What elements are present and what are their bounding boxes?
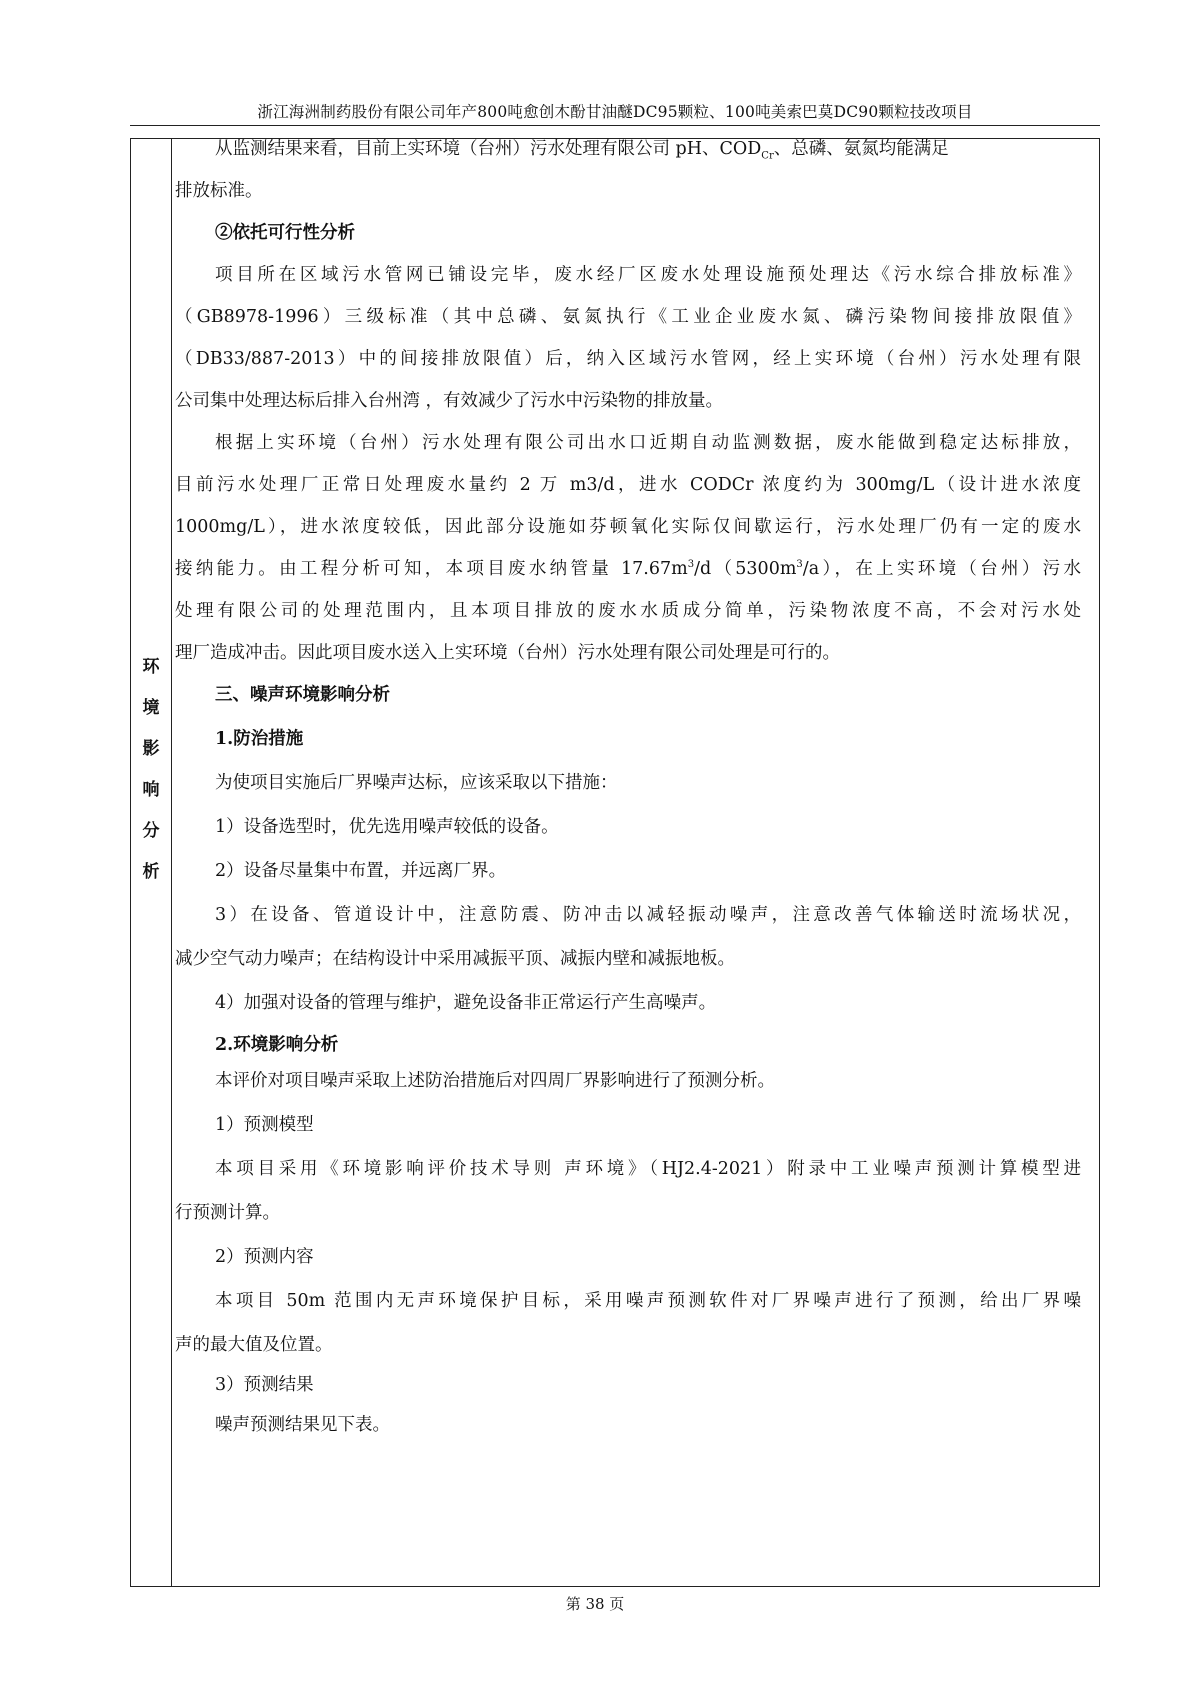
section-label-char: 环 bbox=[142, 657, 160, 677]
subheading-reliance-feasibility: ②依托可行性分析 bbox=[215, 223, 355, 243]
paragraph: 公司集中处理达标后排入台州湾 ，有效减少了污水中污染物的排放量。 bbox=[175, 391, 724, 411]
section-label-char: 响 bbox=[142, 780, 160, 800]
paragraph: 根据上实环境（台州）污水处理有限公司出水口近期自动监测数据，废水能做到稳定达标排放， bbox=[215, 433, 1081, 453]
paragraph: 从监测结果来看，目前上实环境（台州）污水处理有限公司 pH、$COD_{Cr}$、总磷、氨氮均能满足 bbox=[215, 139, 949, 162]
section-content bbox=[175, 139, 1081, 1586]
heading-impact-analysis: 2.环境影响分析 bbox=[215, 1035, 339, 1055]
paragraph: 本评价对项目噪声采取上述防治措施后对四周厂界影响进行了预测分析。 bbox=[215, 1071, 775, 1091]
subheading-prediction-content: 2）预测内容 bbox=[215, 1247, 314, 1267]
paragraph: 声的最大值及位置。 bbox=[175, 1335, 333, 1355]
paragraph: 项目所在区域污水管网已铺设完毕，废水经厂区废水处理设施预处理达《污水综合排放标准》 bbox=[215, 265, 1081, 285]
subheading-prediction-results: 3）预测结果 bbox=[215, 1375, 314, 1395]
subheading-prediction-model: 1）预测模型 bbox=[215, 1115, 314, 1135]
header-rule bbox=[130, 125, 1100, 126]
paragraph: （GB8978-1996）三级标准（其中总磷、氨氮执行《工业企业废水氮、磷污染物间接排放限值》 bbox=[175, 307, 1081, 327]
section-label bbox=[131, 647, 171, 893]
heading-noise-analysis: 三、噪声环境影响分析 bbox=[215, 685, 390, 705]
paragraph: 行预测计算。 bbox=[175, 1203, 280, 1223]
paragraph: 1000mg/L），进水浓度较低，因此部分设施如芬顿氧化实际仅间歇运行，污水处理厂仍有一定的废水 bbox=[175, 517, 1081, 537]
section-label-char: 影 bbox=[142, 739, 160, 759]
list-item: 3）在设备、管道设计中，注意防震、防冲击以减轻振动噪声，注意改善气体输送时流场状况， bbox=[215, 905, 1081, 925]
section-label-char: 析 bbox=[142, 862, 160, 882]
list-item: 1）设备选型时，优先选用噪声较低的设备。 bbox=[215, 817, 559, 837]
content-table bbox=[130, 138, 1100, 1587]
section-label-column bbox=[131, 139, 172, 1586]
page-number: 第 38 页 bbox=[565, 1595, 625, 1613]
list-item: 2）设备尽量集中布置，并远离厂界。 bbox=[215, 861, 507, 881]
paragraph: 噪声预测结果见下表。 bbox=[215, 1415, 390, 1435]
paragraph: 理厂造成冲击。因此项目废水送入上实环境（台州）污水处理有限公司处理是可行的。 bbox=[175, 643, 840, 663]
paragraph: （DB33/887-2013）中的间接排放限值）后，纳入区域污水管网，经上实环境（台州）污水处理有限 bbox=[175, 349, 1081, 369]
paragraph: 本项目 50m 范围内无声环境保护目标，采用噪声预测软件对厂界噪声进行了预测，给出厂界噪 bbox=[215, 1291, 1081, 1311]
paragraph: 目前污水处理厂正常日处理废水量约 2 万 m3/d，进水 CODCr 浓度约为 300mg/L（设计进水浓度 bbox=[175, 475, 1081, 495]
list-item: 4）加强对设备的管理与维护，避免设备非正常运行产生高噪声。 bbox=[215, 993, 717, 1013]
document-header-title: 浙江海洲制药股份有限公司年产800吨愈创木酚甘油醚DC95颗粒、100吨美索巴莫DC90颗粒技改项目 bbox=[257, 103, 973, 121]
section-label-char: 境 bbox=[142, 698, 160, 718]
paragraph: 排放标准。 bbox=[175, 181, 263, 201]
paragraph: 处理有限公司的处理范围内，且本项目排放的废水水质成分简单，污染物浓度不高，不会对污水处 bbox=[175, 601, 1081, 621]
paragraph: 接纳能力。由工程分析可知，本项目废水纳管量 $17.67m^3/d(5300m^3/a)$，在上实环境（台州）污水 bbox=[175, 559, 1081, 579]
section-label-char: 分 bbox=[142, 821, 160, 841]
heading-prevention-measures: 1.防治措施 bbox=[215, 729, 304, 749]
paragraph: 为使项目实施后厂界噪声达标，应该采取以下措施： bbox=[215, 773, 618, 793]
list-item-continuation: 减少空气动力噪声；在结构设计中采用减振平顶、减振内壁和减振地板。 bbox=[175, 949, 735, 969]
paragraph: 本项目采用《环境影响评价技术导则 声环境》（HJ2.4-2021）附录中工业噪声预测计算模型进 bbox=[215, 1159, 1081, 1179]
